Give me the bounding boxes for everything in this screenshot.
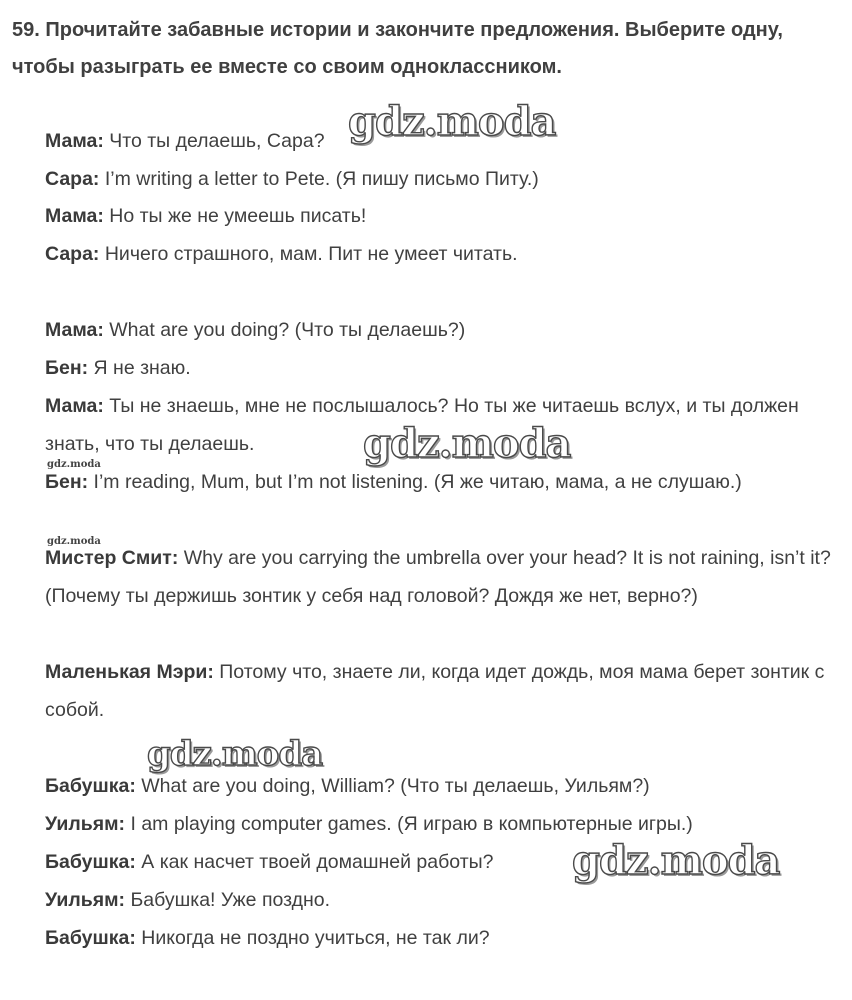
dialogue-4-line-4 — [45, 881, 845, 919]
dialogue-3-line-2 — [45, 653, 845, 729]
speaker: Бабушка: — [45, 775, 136, 797]
speaker: Мама: — [45, 205, 104, 227]
speaker: Бен: — [45, 357, 89, 379]
task-text: Прочитайте забавные истории и закончите предложения. Выберите одну, чтобы разыграть ее вместе со своим одноклассником. — [12, 19, 783, 78]
utterance: I’m reading, Mum, but I’m not listening. (Я же читаю, мама, а не слушаю.) — [88, 471, 742, 493]
speaker: Бен: — [45, 471, 89, 493]
speaker: Бабушка: — [45, 851, 136, 873]
watermark-logo: gdz.moda — [363, 420, 571, 467]
speaker: Мистер Смит: — [45, 547, 179, 569]
watermark-logo: gdz.moda — [572, 837, 780, 884]
utterance: Я не знаю. — [88, 357, 191, 379]
utterance: Ты не знаешь, мне не послышалось? Но ты же читаешь вслух, и ты должен знать, что ты делаешь. — [45, 395, 799, 455]
utterance: А как насчет твоей домашней работы? — [135, 851, 494, 873]
utterance: What are you doing? (Что ты делаешь?) — [103, 319, 466, 341]
utterance: I am playing computer games. (Я играю в компьютерные игры.) — [125, 813, 693, 835]
speaker: Сара: — [45, 168, 100, 190]
dialogue-2-line-1 — [45, 311, 845, 349]
watermark-logo: gdz.moda — [348, 98, 556, 145]
speaker: Мама: — [45, 395, 104, 417]
watermark-logo: gdz.moda — [47, 459, 101, 470]
task-heading — [12, 12, 842, 86]
utterance: Why are you carrying the umbrella over your head? It is not raining, isn’t it? (Почему ты держишь зонтик у себя над головой? Дождя же нет, верно?) — [45, 547, 831, 607]
speaker: Уильям: — [45, 889, 126, 911]
dialogue-4-line-5 — [45, 919, 845, 957]
dialogue-1-line-3 — [45, 197, 845, 235]
speaker: Сара: — [45, 243, 100, 265]
utterance: Потому что, знаете ли, когда идет дождь, моя мама берет зонтик с собой. — [45, 661, 825, 721]
speaker: Мама: — [45, 319, 104, 341]
watermark-logo: gdz.moda — [47, 536, 101, 547]
utterance: Ничего страшного, мам. Пит не умеет читать. — [99, 243, 518, 265]
utterance: Никогда не поздно учиться, не так ли? — [135, 927, 490, 949]
speaker: Бабушка: — [45, 927, 136, 949]
dialogue-1-line-4 — [45, 235, 845, 273]
utterance: Но ты же не умеешь писать! — [103, 205, 367, 227]
dialogue-3-line-1 — [45, 539, 835, 615]
utterance: I’m writing a letter to Pete. (Я пишу письмо Питу.) — [99, 168, 539, 190]
dialogue-2-line-4 — [45, 463, 845, 501]
speaker: Маленькая Мэри: — [45, 661, 214, 683]
speaker: Мама: — [45, 130, 104, 152]
watermark-logo: gdz.moda — [147, 734, 323, 774]
dialogue-2-line-2 — [45, 349, 845, 387]
utterance: What are you doing, William? (Что ты делаешь, Уильям?) — [135, 775, 650, 797]
utterance: Что ты делаешь, Сара? — [103, 130, 325, 152]
utterance: Бабушка! Уже поздно. — [125, 889, 331, 911]
speaker: Уильям: — [45, 813, 126, 835]
task-number: 59. — [12, 19, 40, 41]
dialogue-1-line-2 — [45, 160, 845, 198]
